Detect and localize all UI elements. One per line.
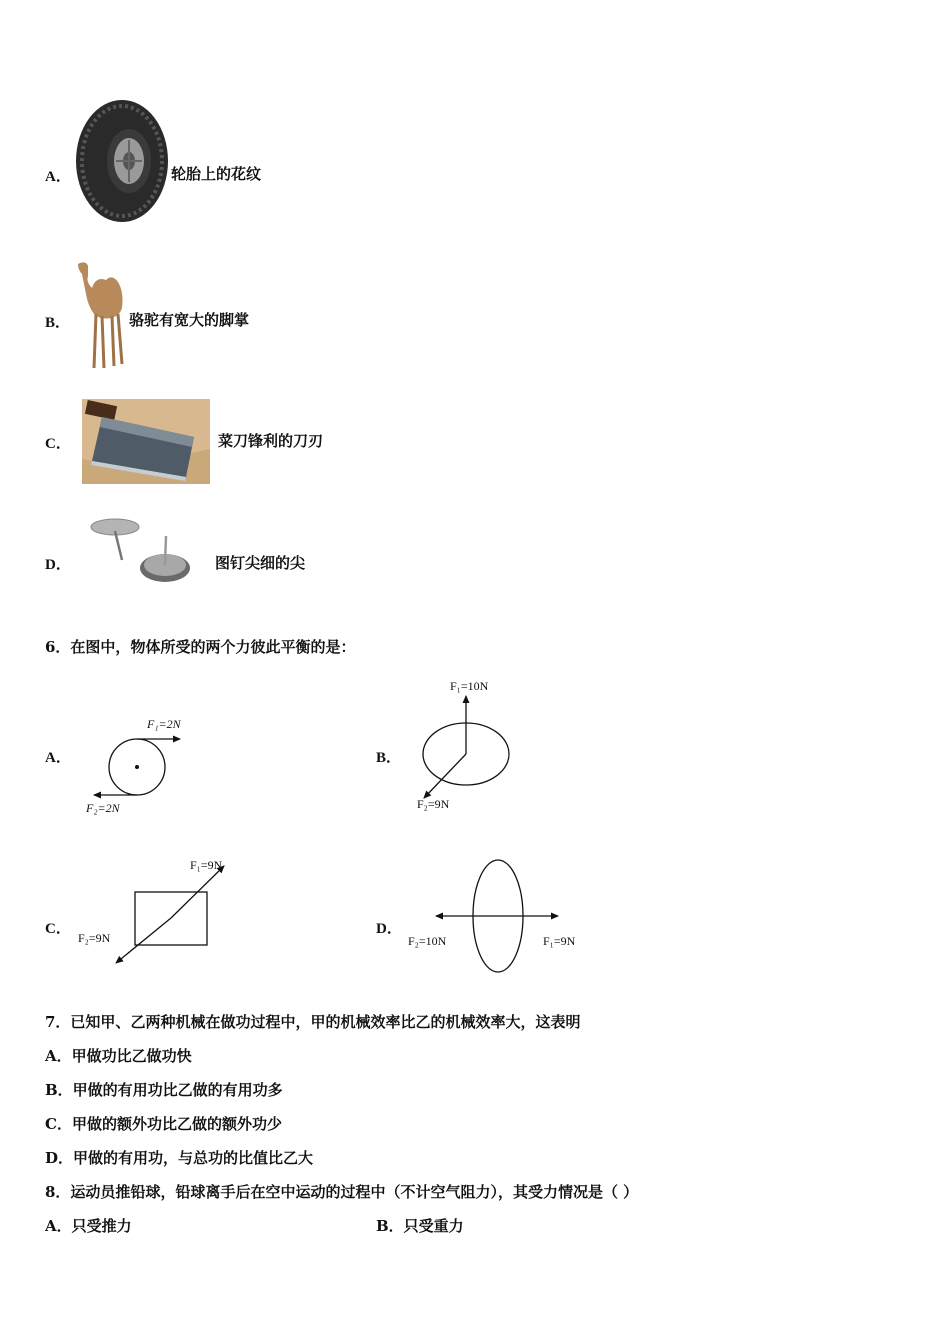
q6-d-f2-label: F₂=10N: [408, 934, 447, 948]
q6-a-f1-label: F₁=2N: [147, 717, 181, 731]
q6-option-c-label: C．: [45, 921, 71, 937]
q6-b-f1-label: F₁=10N: [450, 679, 489, 693]
q8-option-b: B．只受重力: [376, 1217, 464, 1235]
q6-c-diagram: [110, 860, 230, 970]
q7-option-b: B．甲做的有用功比乙做的有用功多: [45, 1081, 283, 1099]
q7-option-c: C．甲做的额外功比乙做的额外功少: [45, 1115, 282, 1133]
q7-option-a: A．甲做功比乙做功快: [45, 1047, 192, 1065]
cleaver-image: [82, 399, 210, 484]
q5-option-d-label: D．: [45, 557, 71, 573]
q6-d-f1-label: F₁=9N: [543, 934, 576, 948]
q5-option-b-text: 骆驼有宽大的脚掌: [129, 311, 250, 329]
q6-option-a-label: A．: [45, 750, 71, 766]
q5-option-b-label: B．: [45, 315, 71, 331]
q5-option-d-text: 图钉尖细的尖: [215, 554, 306, 572]
q6-c-f1-label: F₁=9N: [190, 858, 223, 872]
q6-option-d-label: D．: [376, 921, 402, 937]
q5-option-c-label: C．: [45, 436, 71, 452]
q5-option-a-text: 轮胎上的花纹: [171, 165, 262, 183]
q7-option-d: D．甲做的有用功，与总功的比值比乙大: [45, 1149, 314, 1167]
q6-option-b-label: B．: [376, 750, 402, 766]
q8-option-a: A．只受推力: [45, 1217, 132, 1235]
q5-option-c-text: 菜刀锋利的刀刃: [218, 432, 324, 450]
q6-b-f2-label: F₂=9N: [417, 797, 450, 811]
q6-b-diagram: [410, 690, 520, 810]
q6-c-f2-label: F₂=9N: [78, 931, 111, 945]
camel-image: [72, 258, 128, 374]
tire-image: [74, 98, 170, 224]
q7-stem: 7．已知甲、乙两种机械在做功过程中，甲的机械效率比乙的机械效率大，这表明: [45, 1013, 581, 1031]
q6-stem: 6．在图中，物体所受的两个力彼此平衡的是：: [45, 638, 356, 656]
thumbtack-image: [88, 516, 192, 584]
q5-option-a-label: A．: [45, 169, 71, 185]
q8-stem: 8．运动员推铅球，铅球离手后在空中运动的过程中（不计空气阻力），其受力情况是（ ）: [45, 1183, 639, 1201]
q6-d-diagram: [430, 858, 570, 978]
q6-a-f2-label: F₂=2N: [86, 801, 120, 815]
